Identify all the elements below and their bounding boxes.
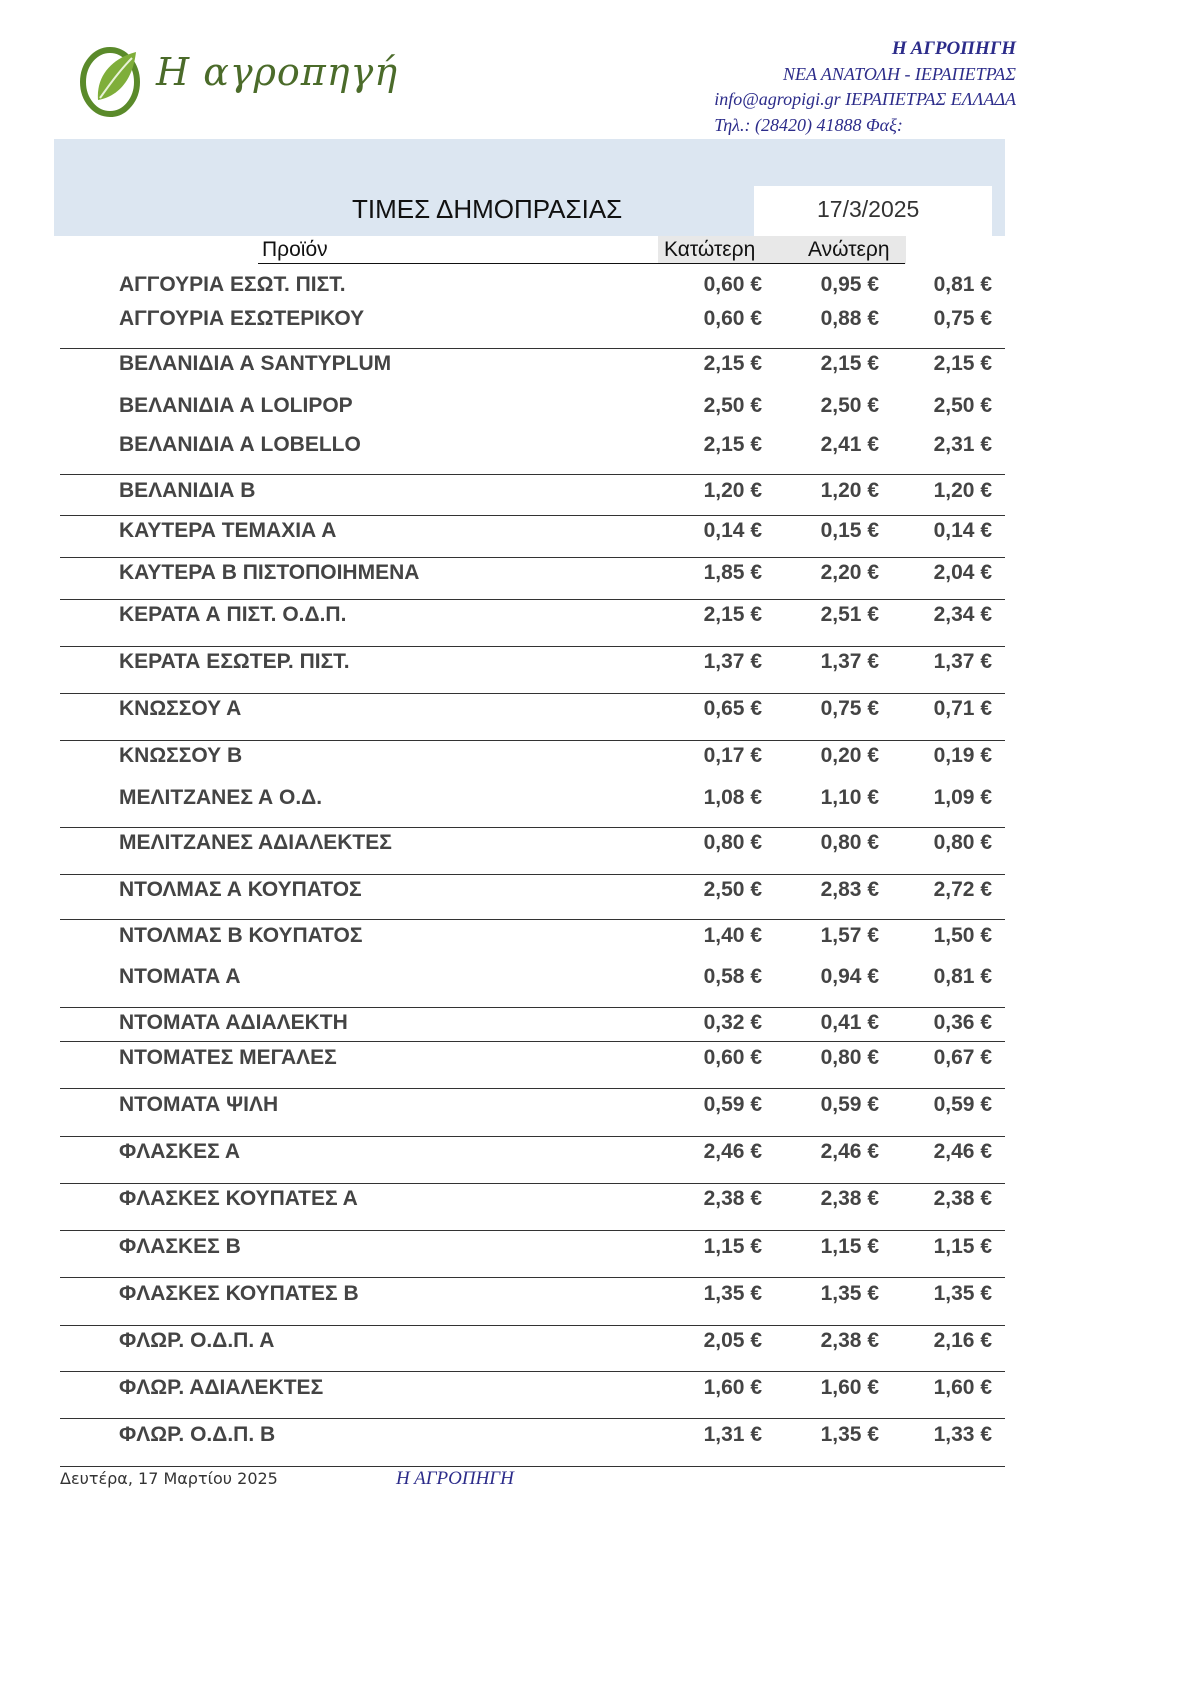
high-price: 0,80 €: [820, 831, 879, 854]
avg-price: 2,50 €: [933, 394, 992, 417]
high-price: 0,41 €: [820, 1011, 879, 1034]
column-header-low: Κατώτερη: [664, 238, 756, 261]
product-name: ΝΤΟΛΜΑΣ Α ΚΟΥΠΑΤΟΣ: [119, 878, 362, 901]
product-name: ΚΑΥΤΕΡΑ Β ΠΙΣΤΟΠΟΙΗΜΕΝΑ: [119, 561, 420, 584]
row-divider: [60, 557, 1005, 558]
table-row: [0, 479, 1101, 509]
avg-price: 0,75 €: [933, 307, 992, 330]
row-divider: [60, 1088, 1005, 1089]
avg-price: 0,36 €: [933, 1011, 992, 1034]
avg-price: 1,33 €: [933, 1423, 992, 1446]
table-row: [0, 744, 1101, 774]
avg-price: 2,34 €: [933, 603, 992, 626]
table-row: [0, 965, 1101, 995]
high-price: 0,20 €: [820, 744, 879, 767]
high-price: 1,37 €: [820, 650, 879, 673]
high-price: 2,83 €: [820, 878, 879, 901]
avg-price: 1,09 €: [933, 786, 992, 809]
table-row: [0, 1235, 1101, 1265]
low-price: 2,46 €: [703, 1140, 762, 1163]
avg-price: 2,72 €: [933, 878, 992, 901]
high-price: 1,35 €: [820, 1282, 879, 1305]
high-price: 2,46 €: [820, 1140, 879, 1163]
row-divider: [60, 1277, 1005, 1278]
table-row: [0, 650, 1101, 680]
product-name: ΝΤΟΜΑΤΑ ΑΔΙΑΛΕΚΤΗ: [119, 1011, 348, 1034]
table-row: [0, 1282, 1101, 1312]
low-price: 2,15 €: [703, 352, 762, 375]
high-price: 0,15 €: [820, 519, 879, 542]
table-row: [0, 1187, 1101, 1217]
product-name: ΦΛΩΡ. ΑΔΙΑΛΕΚΤΕΣ: [119, 1376, 324, 1399]
high-price: 1,15 €: [820, 1235, 879, 1258]
row-divider: [60, 1230, 1005, 1231]
auction-date: 17/3/2025: [817, 196, 920, 222]
product-name: ΜΕΛΙΤΖΑΝΕΣ ΑΔΙΑΛΕΚΤΕΣ: [119, 831, 392, 854]
row-divider: [60, 1466, 1005, 1467]
row-divider: [60, 693, 1005, 694]
company-email[interactable]: info@agropigi.gr ΙΕΡΑΠΕΤΡΑΣ ΕΛΛΑΔΑ: [714, 89, 1016, 109]
avg-price: 2,04 €: [933, 561, 992, 584]
product-name: ΒΕΛΑΝΙΔΙΑ Α SANTYPLUM: [119, 352, 392, 375]
table-row: [0, 352, 1101, 382]
table-row: [0, 394, 1101, 424]
avg-price: 2,38 €: [933, 1187, 992, 1210]
low-price: 1,35 €: [703, 1282, 762, 1305]
product-name: ΚΝΩΣΣΟΥ Α: [119, 697, 242, 720]
high-price: 0,94 €: [820, 965, 879, 988]
row-divider: [60, 1325, 1005, 1326]
high-price: 0,59 €: [820, 1093, 879, 1116]
table-row: [0, 307, 1101, 337]
high-price: 2,38 €: [820, 1329, 879, 1352]
product-name: ΑΓΓΟΥΡΙΑ ΕΣΩΤ. ΠΙΣΤ.: [119, 273, 346, 296]
avg-price: 2,15 €: [933, 352, 992, 375]
logo-text: Η αγροπηγή: [156, 50, 399, 94]
low-price: 2,15 €: [703, 433, 762, 456]
page-title: ΤΙΜΕΣ ΔΗΜΟΠΡΑΣΙΑΣ: [352, 194, 623, 224]
low-price: 0,14 €: [703, 519, 762, 542]
low-price: 0,58 €: [703, 965, 762, 988]
product-name: ΝΤΟΜΑΤΕΣ ΜΕΓΑΛΕΣ: [119, 1046, 337, 1069]
row-divider: [60, 827, 1005, 828]
footer-date: Δευτέρα, 17 Μαρτίου 2025: [60, 1469, 278, 1488]
column-header-product: Προϊόν: [262, 238, 328, 261]
row-divider: [60, 919, 1005, 920]
company-phone: Τηλ.: (28420) 41888 Φαξ:: [714, 114, 903, 135]
product-name: ΜΕΛΙΤΖΑΝΕΣ Α Ο.Δ.: [119, 786, 323, 809]
product-name: ΒΕΛΑΝΙΔΙΑ Α LOLIPOP: [119, 394, 353, 417]
high-price: 1,60 €: [820, 1376, 879, 1399]
table-row: [0, 831, 1101, 861]
avg-price: 2,46 €: [933, 1140, 992, 1163]
low-price: 2,50 €: [703, 878, 762, 901]
row-divider: [60, 348, 1005, 349]
product-name: ΦΛΩΡ. Ο.Δ.Π. Β: [119, 1423, 276, 1446]
avg-price: 2,16 €: [933, 1329, 992, 1352]
table-row: [0, 519, 1101, 549]
avg-price: 0,67 €: [933, 1046, 992, 1069]
low-price: 0,17 €: [703, 744, 762, 767]
avg-price: 0,14 €: [933, 519, 992, 542]
avg-price: 1,50 €: [933, 924, 992, 947]
low-price: 0,60 €: [703, 273, 762, 296]
product-name: ΦΛΑΣΚΕΣ ΚΟΥΠΑΤΕΣ Β: [119, 1282, 359, 1305]
high-price: 1,10 €: [820, 786, 879, 809]
low-price: 0,65 €: [703, 697, 762, 720]
avg-price: 2,31 €: [933, 433, 992, 456]
high-price: 2,50 €: [820, 394, 879, 417]
avg-price: 1,35 €: [933, 1282, 992, 1305]
header-underline: [258, 263, 905, 264]
product-name: ΦΛΑΣΚΕΣ ΚΟΥΠΑΤΕΣ Α: [119, 1187, 358, 1210]
product-name: ΝΤΟΜΑΤΑ ΨΙΛΗ: [119, 1093, 279, 1116]
product-name: ΦΛΑΣΚΕΣ Α: [119, 1140, 241, 1163]
low-price: 2,15 €: [703, 603, 762, 626]
row-divider: [60, 1371, 1005, 1372]
table-row: [0, 1329, 1101, 1359]
row-divider: [60, 515, 1005, 516]
row-divider: [60, 1183, 1005, 1184]
low-price: 2,50 €: [703, 394, 762, 417]
low-price: 0,32 €: [703, 1011, 762, 1034]
product-name: ΦΛΩΡ. Ο.Δ.Π. Α: [119, 1329, 275, 1352]
row-divider: [60, 1041, 1005, 1042]
leaf-icon: [78, 40, 148, 120]
table-row: [0, 561, 1101, 591]
product-name: ΝΤΟΛΜΑΣ Β ΚΟΥΠΑΤΟΣ: [119, 924, 363, 947]
low-price: 1,20 €: [703, 479, 762, 502]
product-name: ΚΕΡΑΤΑ Α ΠΙΣΤ. Ο.Δ.Π.: [119, 603, 347, 626]
row-divider: [60, 646, 1005, 647]
avg-price: 1,60 €: [933, 1376, 992, 1399]
high-price: 2,51 €: [820, 603, 879, 626]
low-price: 1,31 €: [703, 1423, 762, 1446]
row-divider: [60, 874, 1005, 875]
low-price: 1,60 €: [703, 1376, 762, 1399]
product-name: ΚΕΡΑΤΑ ΕΣΩΤΕΡ. ΠΙΣΤ.: [119, 650, 350, 673]
avg-price: 0,71 €: [933, 697, 992, 720]
table-row: [0, 786, 1101, 816]
table-row: [0, 1093, 1101, 1123]
product-name: ΚΑΥΤΕΡΑ ΤΕΜΑΧΙΑ Α: [119, 519, 337, 542]
low-price: 0,60 €: [703, 1046, 762, 1069]
date-box: [754, 186, 992, 236]
avg-price: 0,81 €: [933, 965, 992, 988]
avg-price: 0,19 €: [933, 744, 992, 767]
product-name: ΦΛΑΣΚΕΣ Β: [119, 1235, 241, 1258]
table-row: [0, 433, 1101, 463]
column-header-high: Ανώτερη: [808, 238, 890, 261]
low-price: 2,05 €: [703, 1329, 762, 1352]
company-address: ΝΕΑ ΑΝΑΤΟΛΗ - ΙΕΡΑΠΕΤΡΑΣ: [783, 63, 1016, 84]
company-logo: [78, 40, 399, 130]
row-divider: [60, 599, 1005, 600]
high-price: 1,57 €: [820, 924, 879, 947]
avg-price: 0,80 €: [933, 831, 992, 854]
company-name: Η ΑΓΡΟΠΗΓΗ: [891, 38, 1016, 59]
high-price: 0,88 €: [820, 307, 879, 330]
product-name: ΑΓΓΟΥΡΙΑ ΕΣΩΤΕΡΙΚΟΥ: [119, 307, 365, 330]
company-info: [714, 36, 1016, 138]
low-price: 2,38 €: [703, 1187, 762, 1210]
table-row: [0, 1011, 1101, 1041]
row-divider: [60, 1136, 1005, 1137]
table-row: [0, 697, 1101, 727]
footer-company-name: Η ΑΓΡΟΠΗΓΗ: [396, 1468, 514, 1489]
table-row: [0, 273, 1101, 303]
high-price: 0,80 €: [820, 1046, 879, 1069]
table-row: [0, 924, 1101, 954]
low-price: 1,15 €: [703, 1235, 762, 1258]
avg-price: 1,37 €: [933, 650, 992, 673]
table-row: [0, 1376, 1101, 1406]
row-divider: [60, 1418, 1005, 1419]
high-price: 1,20 €: [820, 479, 879, 502]
table-row: [0, 603, 1101, 633]
high-price: 2,41 €: [820, 433, 879, 456]
avg-price: 0,59 €: [933, 1093, 992, 1116]
avg-price: 1,20 €: [933, 479, 992, 502]
product-name: ΒΕΛΑΝΙΔΙΑ Α LOBELLO: [119, 433, 361, 456]
high-price: 0,75 €: [820, 697, 879, 720]
low-price: 1,37 €: [703, 650, 762, 673]
high-price: 0,95 €: [820, 273, 879, 296]
row-divider: [60, 1007, 1005, 1008]
row-divider: [60, 474, 1005, 475]
product-name: ΝΤΟΜΑΤΑ Α: [119, 965, 241, 988]
high-price: 2,15 €: [820, 352, 879, 375]
low-price: 1,08 €: [703, 786, 762, 809]
avg-price: 0,81 €: [933, 273, 992, 296]
table-row: [0, 1140, 1101, 1170]
table-row: [0, 1046, 1101, 1076]
high-price: 2,38 €: [820, 1187, 879, 1210]
table-row: [0, 1423, 1101, 1453]
high-price: 1,35 €: [820, 1423, 879, 1446]
low-price: 1,40 €: [703, 924, 762, 947]
product-name: ΒΕΛΑΝΙΔΙΑ Β: [119, 479, 256, 502]
product-name: ΚΝΩΣΣΟΥ Β: [119, 744, 243, 767]
table-row: [0, 878, 1101, 908]
low-price: 1,85 €: [703, 561, 762, 584]
high-price: 2,20 €: [820, 561, 879, 584]
row-divider: [60, 740, 1005, 741]
low-price: 0,59 €: [703, 1093, 762, 1116]
avg-price: 1,15 €: [933, 1235, 992, 1258]
low-price: 0,60 €: [703, 307, 762, 330]
low-price: 0,80 €: [703, 831, 762, 854]
